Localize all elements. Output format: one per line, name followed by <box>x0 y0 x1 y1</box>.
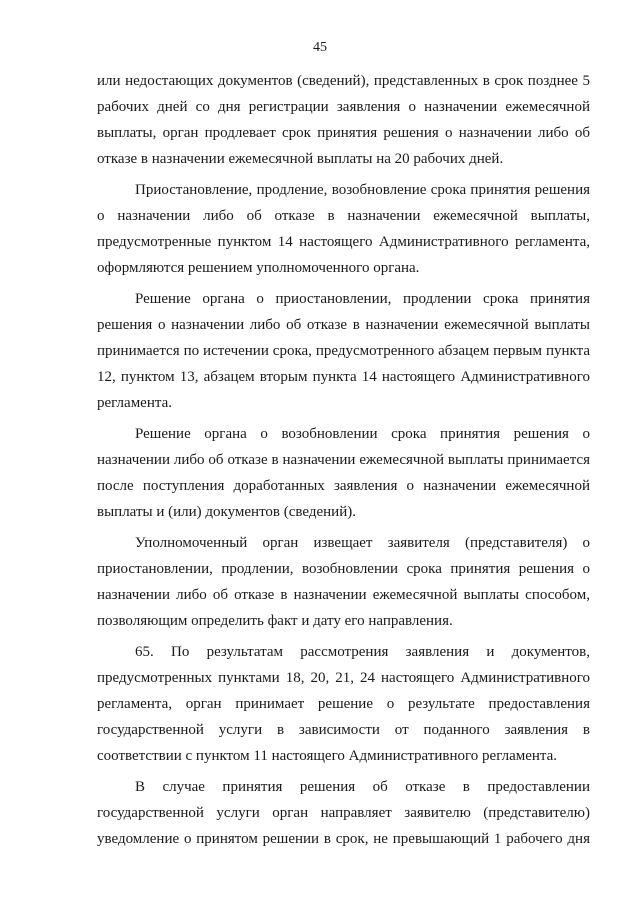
document-body <box>97 68 590 857</box>
paragraph-p1 <box>97 68 590 172</box>
text-line: рабочих дней со дня регистрации заявления о назначении ежемесячной <box>97 99 590 115</box>
text-line: 65. По результатам рассмотрения заявления и документов, <box>135 644 590 660</box>
text-line: регламента, орган принимает решение о результате предоставления <box>97 696 590 712</box>
text-line: Решение органа о приостановлении, продлении срока принятия <box>135 291 590 307</box>
text-line: Решение органа о возобновлении срока принятия решения о <box>135 426 590 442</box>
text-line: приостановлении, продлении, возобновлении срока принятия решения о <box>97 561 590 577</box>
paragraph-p2 <box>97 177 590 281</box>
text-line: соответствии с пунктом 11 настоящего Административного регламента. <box>97 748 558 764</box>
text-line: государственной услуги в зависимости от поданного заявления в <box>97 722 590 738</box>
paragraph-p4 <box>97 421 590 525</box>
text-line: выплаты и (или) документов (сведений). <box>97 504 356 520</box>
paragraph-p5 <box>97 530 590 634</box>
text-line: назначении либо об отказе в назначении ежемесячной выплаты способом, <box>97 587 590 603</box>
text-line: выплаты, орган продлевает срок принятия решения о назначении либо об <box>97 125 590 141</box>
text-line: о назначении либо об отказе в назначении ежемесячной выплаты, <box>97 208 590 224</box>
paragraph-p7 <box>97 774 590 852</box>
text-line: решения о назначении либо об отказе в назначении ежемесячной выплаты <box>97 317 590 333</box>
text-line: или недостающих документов (сведений), представленных в срок позднее 5 <box>97 73 590 89</box>
text-line: В случае принятия решения об отказе в предоставлении <box>135 779 590 795</box>
text-line: предусмотренные пунктом 14 настоящего Административного регламента, <box>97 234 590 250</box>
text-line: отказе в назначении ежемесячной выплаты на 20 рабочих дней. <box>97 151 504 167</box>
text-line: государственной услуги орган направляет заявителю (представителю) <box>97 805 590 821</box>
text-line: принимается по истечении срока, предусмотренного абзацем первым пункта <box>97 343 590 359</box>
text-line: оформляются решением уполномоченного органа. <box>97 260 420 276</box>
text-line: Уполномоченный орган извещает заявителя (представителя) о <box>135 535 590 551</box>
paragraph-p6 <box>97 639 590 769</box>
text-line: после поступления доработанных заявления о назначении ежемесячной <box>97 478 590 494</box>
text-line: назначении либо об отказе в назначении ежемесячной выплаты принимается <box>97 452 590 468</box>
paragraph-p3 <box>97 286 590 416</box>
text-line: Приостановление, продление, возобновление срока принятия решения <box>135 182 590 198</box>
text-line: регламента. <box>97 395 173 411</box>
text-line: предусмотренных пунктами 18, 20, 21, 24 настоящего Административного <box>97 670 590 686</box>
text-line: уведомление о принятом решении в срок, не превышающий 1 рабочего дня <box>97 831 590 847</box>
text-line: позволяющим определить факт и дату его направления. <box>97 613 453 629</box>
page-number: 45 <box>313 40 327 55</box>
text-line: 12, пунктом 13, абзацем вторым пункта 14 настоящего Административного <box>97 369 590 385</box>
